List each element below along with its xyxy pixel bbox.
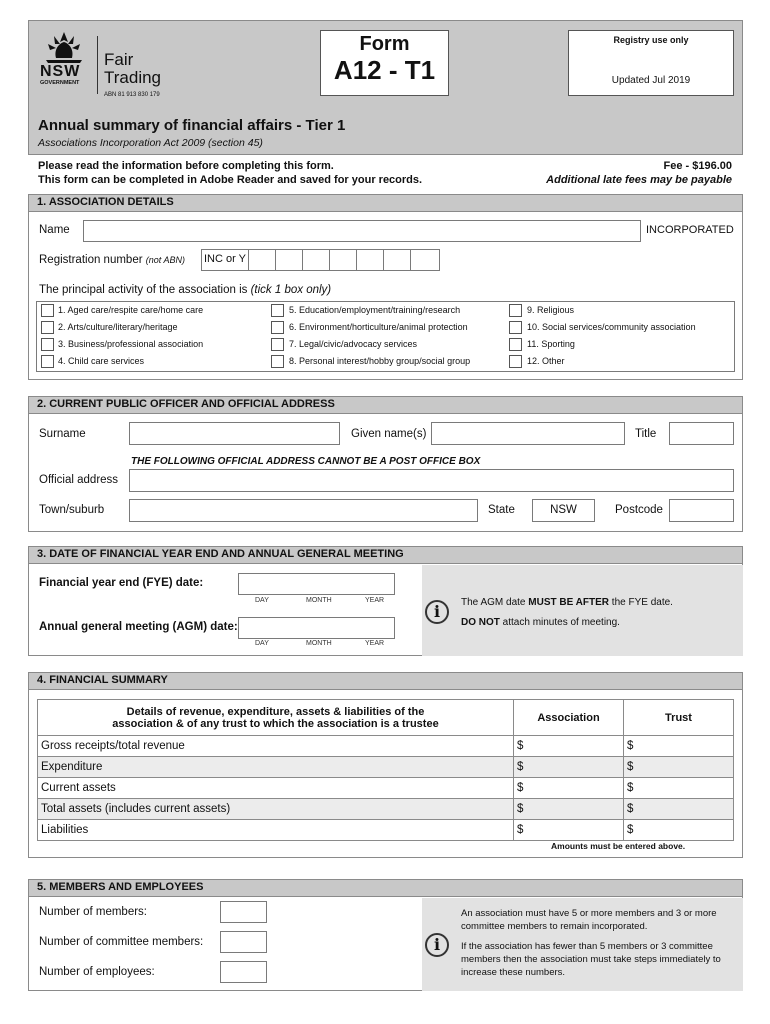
section-association-details: [28, 194, 743, 380]
logo-divider: [97, 36, 98, 94]
name-input[interactable]: [83, 220, 641, 242]
activity-option-1: 1. Aged care/respite care/home care: [58, 305, 204, 315]
agm-day-label: DAY: [255, 640, 269, 647]
activity-option-6: 6. Environment/horticulture/animal protection: [289, 322, 468, 332]
activity-checkbox-10[interactable]: [509, 321, 522, 334]
registration-label-text: Registration number: [39, 254, 143, 266]
town-input[interactable]: [129, 499, 478, 522]
abn-text: ABN 81 913 830 179: [104, 92, 160, 98]
currency-symbol: $: [517, 782, 524, 794]
agm-year-label: YEAR: [365, 640, 385, 647]
activity-checkbox-4[interactable]: [41, 355, 54, 368]
amounts-note: Amounts must be entered above.: [551, 841, 686, 851]
employees-input[interactable]: [220, 961, 267, 983]
trust-amount-input[interactable]: [624, 778, 734, 799]
section-1-heading: 1. ASSOCIATION DETAILS: [29, 195, 742, 212]
row-label: Total assets (includes current assets): [38, 799, 514, 820]
title-input[interactable]: [669, 422, 734, 445]
activity-option-12: 12. Other: [527, 356, 565, 366]
members-info-2: If the association has fewer than 5 members or 3 committee members then the association must take steps immediately to increase these numbers.: [461, 941, 721, 978]
activity-checkbox-1[interactable]: [41, 304, 54, 317]
info-icon: i: [425, 600, 449, 624]
town-label: Town/suburb: [39, 504, 105, 516]
official-address-input[interactable]: [129, 469, 734, 492]
intro-line-2: This form can be completed in Adobe Reader and saved for your records.: [38, 174, 423, 186]
section-members: [28, 879, 743, 991]
currency-symbol: $: [627, 761, 634, 773]
row-label: Expenditure: [38, 757, 514, 778]
given-names-input[interactable]: [431, 422, 625, 445]
activity-checkbox-2[interactable]: [41, 321, 54, 334]
postcode-label: Postcode: [615, 504, 663, 516]
registry-box: [568, 30, 734, 96]
brand-line-2: Trading: [104, 68, 162, 87]
activity-option-11: 11. Sporting: [527, 339, 575, 349]
members-label: Number of members:: [39, 906, 148, 918]
gov-logo-text: NSW: [40, 63, 81, 80]
fye-year-label: YEAR: [365, 597, 385, 604]
activity-label: [39, 284, 331, 296]
gov-sub-text: GOVERNMENT: [40, 80, 80, 86]
row-label: Gross receipts/total revenue: [38, 736, 514, 757]
state-label: State: [488, 504, 515, 516]
table-row: [38, 799, 734, 820]
brand-line-1: Fair: [104, 50, 134, 69]
activity-checkbox-5[interactable]: [271, 304, 284, 317]
fye-date-input[interactable]: [238, 573, 395, 595]
currency-symbol: $: [517, 761, 524, 773]
agm-info-2: [461, 617, 620, 628]
agm-info-1a: The AGM date: [461, 597, 529, 608]
registration-digit-3[interactable]: [302, 249, 330, 271]
activity-checkbox-11[interactable]: [509, 338, 522, 351]
section-5-heading: 5. MEMBERS AND EMPLOYEES: [29, 880, 742, 897]
surname-label: Surname: [39, 428, 86, 440]
title-label: Title: [635, 428, 657, 440]
updated-label: Updated Jul 2019: [611, 75, 691, 86]
registration-digit-5[interactable]: [356, 249, 384, 271]
registration-digit-4[interactable]: [329, 249, 357, 271]
intro-line-1: Please read the information before completing this form.: [38, 160, 334, 172]
trust-amount-input[interactable]: [624, 757, 734, 778]
activity-option-9: 9. Religious: [527, 305, 575, 315]
table-row: [38, 757, 734, 778]
association-amount-input[interactable]: [514, 820, 624, 841]
registration-prefix: [201, 249, 249, 271]
section-2-heading: 2. CURRENT PUBLIC OFFICER AND OFFICIAL ADDRESS: [29, 397, 742, 414]
committee-label: Number of committee members:: [39, 936, 204, 948]
fye-day-label: DAY: [255, 597, 269, 604]
activity-grid: [36, 301, 735, 372]
trust-amount-input[interactable]: [624, 820, 734, 841]
association-amount-input[interactable]: [514, 778, 624, 799]
form-code: A12 - T1: [333, 55, 436, 85]
info-icon: i: [425, 933, 449, 957]
association-amount-input[interactable]: [514, 757, 624, 778]
financial-table-header: [38, 700, 734, 736]
agm-info-1c: the FYE date.: [609, 597, 673, 608]
fee-text: Fee - $196.00: [663, 160, 732, 172]
activity-note: (tick 1 box only): [250, 284, 332, 296]
activity-checkbox-12[interactable]: [509, 355, 522, 368]
given-names-label: Given name(s): [351, 428, 427, 440]
activity-option-4: 4. Child care services: [58, 356, 145, 366]
agm-info-2a: DO NOT: [461, 617, 500, 628]
activity-option-8: 8. Personal interest/hobby group/social group: [289, 356, 471, 366]
state-value: NSW: [550, 504, 577, 516]
row-label: Current assets: [38, 778, 514, 799]
registration-digit-7[interactable]: [410, 249, 440, 271]
agm-label: Annual general meeting (AGM) date:: [39, 621, 238, 633]
fye-label: Financial year end (FYE) date:: [39, 577, 204, 589]
section-public-officer: [28, 396, 743, 532]
table-row: [38, 778, 734, 799]
activity-option-3: 3. Business/professional association: [58, 339, 204, 349]
fye-month-label: MONTH: [306, 597, 332, 604]
trust-amount-input[interactable]: [624, 736, 734, 757]
registration-label: [39, 254, 185, 266]
currency-symbol: $: [517, 740, 524, 752]
members-info-1: An association must have 5 or more members and 3 or more committee members to remain incorporated.: [461, 908, 717, 932]
activity-checkbox-9[interactable]: [509, 304, 522, 317]
activity-option-5: 5. Education/employment/training/research: [289, 305, 461, 315]
nsw-waratah-icon: [40, 30, 88, 64]
page-title: Annual summary of financial affairs - Tier 1: [38, 117, 346, 134]
details-header: Details of revenue, expenditure, assets & liabilities of the association & of any trust to which the association is a trustee: [38, 700, 514, 736]
page-subtitle: Associations Incorporation Act 2009 (section 45): [38, 137, 263, 149]
trust-header: Trust: [624, 700, 734, 736]
currency-symbol: $: [517, 803, 524, 815]
section-financial-summary: [28, 672, 743, 858]
agm-date-input[interactable]: [238, 617, 395, 639]
registration-prefix-text: INC or Y: [204, 253, 246, 265]
agm-info-1: [461, 597, 673, 608]
registration-digit-2[interactable]: [275, 249, 303, 271]
financial-table: [37, 699, 734, 841]
association-amount-input[interactable]: [514, 799, 624, 820]
form-word: Form: [359, 33, 410, 55]
activity-option-2: 2. Arts/culture/literary/heritage: [58, 322, 178, 332]
row-label: Liabilities: [38, 820, 514, 841]
activity-option-7: 7. Legal/civic/advocacy services: [289, 339, 418, 349]
activity-option-10: 10. Social services/community association: [527, 322, 696, 332]
po-box-warning: THE FOLLOWING OFFICIAL ADDRESS CANNOT BE A POST OFFICE BOX: [131, 456, 481, 467]
currency-symbol: $: [627, 803, 634, 815]
members-input[interactable]: [220, 901, 267, 923]
activity-checkbox-3[interactable]: [41, 338, 54, 351]
registration-note: (not ABN): [145, 255, 185, 265]
state-input[interactable]: [532, 499, 595, 522]
section-4-heading: 4. FINANCIAL SUMMARY: [29, 673, 742, 690]
currency-symbol: $: [627, 824, 634, 836]
currency-symbol: $: [517, 824, 524, 836]
agm-info-2b: attach minutes of meeting.: [499, 617, 620, 628]
table-row: [38, 820, 734, 841]
form-code-box: [320, 30, 449, 96]
name-label: Name: [39, 224, 70, 236]
surname-input[interactable]: [129, 422, 340, 445]
agm-month-label: MONTH: [306, 640, 332, 647]
committee-input[interactable]: [220, 931, 267, 953]
agm-info-1b: MUST BE AFTER: [528, 597, 610, 608]
registration-digit-6[interactable]: [383, 249, 411, 271]
registry-label: Registry use only: [613, 35, 689, 45]
activity-checkbox-6[interactable]: [271, 321, 284, 334]
activity-label-text: The principal activity of the association is: [39, 284, 248, 296]
section-3-heading: 3. DATE OF FINANCIAL YEAR END AND ANNUAL GENERAL MEETING: [29, 547, 742, 564]
trust-amount-input[interactable]: [624, 799, 734, 820]
section-financial-year: [28, 546, 743, 656]
official-address-label: Official address: [39, 474, 119, 486]
activity-checkbox-8[interactable]: [271, 355, 284, 368]
section-3-info-panel: [422, 565, 743, 656]
association-header: Association: [514, 700, 624, 736]
currency-symbol: $: [627, 740, 634, 752]
postcode-input[interactable]: [669, 499, 734, 522]
incorporated-label: INCORPORATED: [646, 224, 734, 236]
association-amount-input[interactable]: [514, 736, 624, 757]
activity-checkbox-7[interactable]: [271, 338, 284, 351]
registration-digit-1[interactable]: [248, 249, 276, 271]
currency-symbol: $: [627, 782, 634, 794]
table-row: [38, 736, 734, 757]
late-fee-text: Additional late fees may be payable: [546, 174, 732, 186]
employees-label: Number of employees:: [39, 966, 155, 978]
